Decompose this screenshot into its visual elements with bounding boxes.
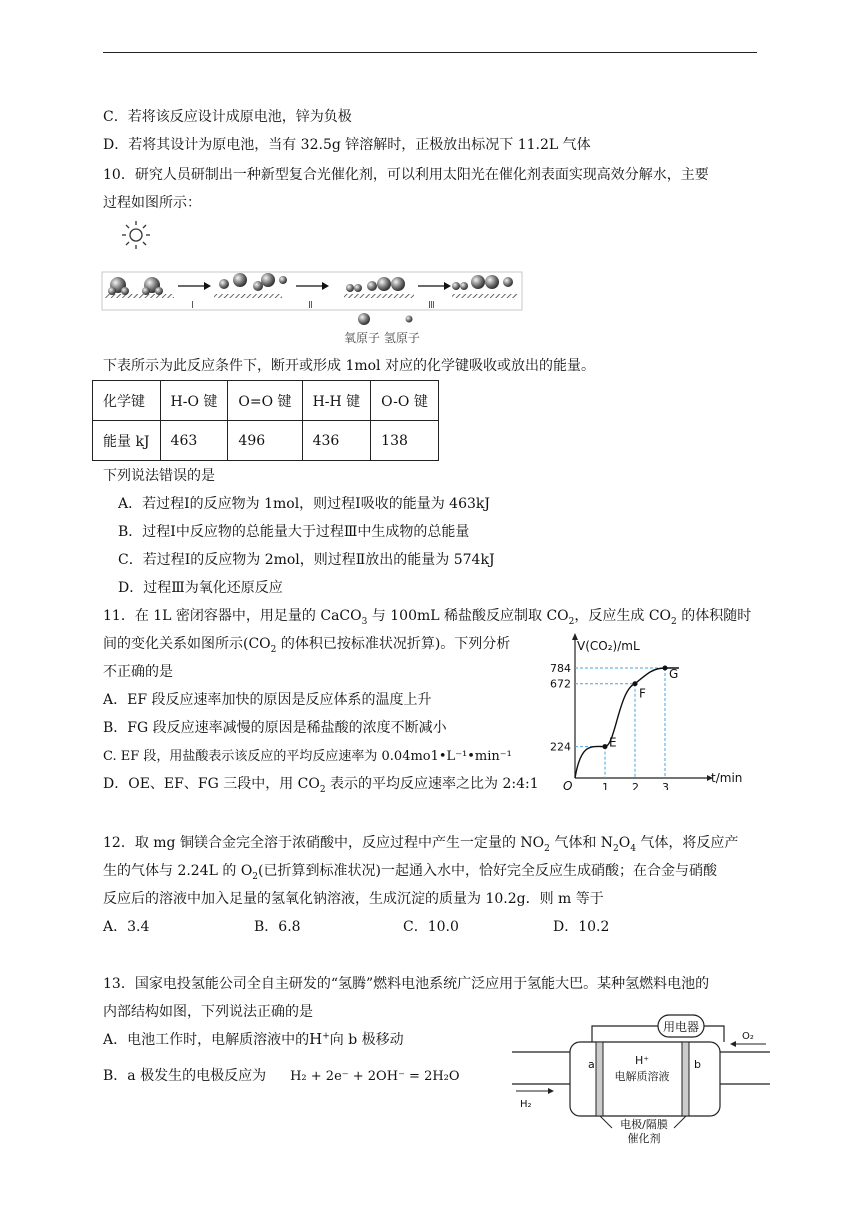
svg-text:催化剂: 催化剂 (627, 1132, 661, 1145)
point-label: F (639, 686, 646, 701)
table-cell: H-O 键 (160, 381, 228, 421)
data-point (633, 681, 638, 686)
water-splitting-diagram (100, 218, 530, 348)
q10-table-intro: 下表所示为此反应条件下，断开或形成 1mol 对应的化学键吸收或放出的能量。 (103, 358, 595, 374)
q10-option-c: C．若过程Ⅰ的反应物为 2mol，则过程Ⅱ放出的能量为 574kJ (118, 552, 495, 568)
svg-text:H⁺: H⁺ (634, 1054, 650, 1067)
q11-stem-line2: 间的变化关系如图所示($CO_2$ 的体积已按标准状况折算)。下列分析 (103, 636, 511, 655)
table-cell: 463 (160, 421, 228, 461)
bond-energy-table (92, 380, 439, 461)
table-cell: 496 (228, 421, 302, 461)
q13-line1: 13．国家电投氢能公司全自主研发的“氢腾”燃料电池系统广泛应用于氢能大巴。某种氢燃料电池的 (103, 976, 710, 992)
q11-stem-line3: 不正确的是 (103, 664, 173, 680)
header-rule (103, 52, 757, 53)
q13-line2: 内部结构如图，下列说法正确的是 (103, 1004, 313, 1020)
q10-stem-line1: 10．研究人员研制出一种新型复合光催化剂，可以利用太阳光在催化剂表面实现高效分解水，主要 (103, 167, 709, 183)
point-label: G (669, 667, 679, 681)
q11-option-b: B．FG 段反应速率减慢的原因是稀盐酸的浓度不断减小 (103, 720, 447, 736)
origin-label: O (563, 779, 573, 790)
table-cell: 436 (302, 421, 371, 461)
svg-text:用电器: 用电器 (662, 1020, 700, 1034)
svg-text:O₂: O₂ (742, 1031, 754, 1042)
svg-text:b: b (694, 1058, 701, 1071)
x-tick-label: 3 (662, 781, 669, 790)
data-point (603, 744, 608, 749)
co2-volume-chart (540, 630, 750, 790)
q9-option-c: C．若将该反应设计成原电池，锌为负极 (103, 109, 352, 125)
y-tick-label: 224 (550, 740, 571, 754)
y-axis-label: V(CO₂)/mL (577, 639, 640, 653)
q10-option-b: B．过程Ⅰ中反应物的总能量大于过程Ⅲ中生成物的总能量 (118, 524, 470, 540)
table-header-row (93, 381, 439, 421)
q10-prompt: 下列说法错误的是 (103, 468, 215, 484)
q12-line2: 生的气体与 2.24L 的 $O_2$(已折算到标准状况)一起通入水中，恰好完全反应生成硝酸；在合金与硝酸 (103, 863, 717, 882)
fuel-cell-diagram (508, 1008, 773, 1146)
table-cell: O-O 键 (371, 381, 439, 421)
data-curve (575, 668, 679, 778)
x-tick-label: 2 (632, 781, 639, 790)
q12-option-a: A．3.4 (103, 919, 150, 935)
y-tick-label: 672 (550, 677, 571, 691)
q10-option-a: A．若过程Ⅰ的反应物为 1mol，则过程Ⅰ吸收的能量为 463kJ (118, 496, 490, 512)
q9-option-d: D．若将其设计为原电池，当有 32.5g 锌溶解时，正极放出标况下 11.2L 气体 (103, 137, 591, 153)
q12-option-b: B．6.8 (254, 919, 301, 935)
q11-option-d: D．OE、EF、FG 三段中，用 $CO_2$ 表示的平均反应速率之比为 2:4:1 (103, 776, 539, 795)
svg-text:a: a (588, 1058, 595, 1071)
x-axis-label: t/min (711, 771, 743, 785)
table-cell: 能量 kJ (93, 421, 161, 461)
table-cell: 化学键 (93, 381, 161, 421)
table-cell: H-H 键 (302, 381, 371, 421)
x-tick-label: 1 (602, 781, 609, 790)
q12-option-c: C．10.0 (403, 919, 459, 935)
sun-icon (122, 221, 150, 249)
q12-line3: 反应后的溶液中加入足量的氢氧化钠溶液，生成沉淀的质量为 10.2g．则 m 等于 (103, 891, 604, 907)
svg-text:Ⅱ: Ⅱ (308, 300, 313, 311)
q12-option-d: D．10.2 (553, 919, 610, 935)
q11-option-a: A．EF 段反应速率加快的原因是反应体系的温度上升 (103, 692, 432, 708)
svg-text:H₂: H₂ (520, 1099, 532, 1110)
q11-option-c: C. EF 段，用盐酸表示该反应的平均反应速率为 0.04mo1•L⁻¹•min⁻¹ (103, 749, 512, 764)
q10-stem-line2: 过程如图所示： (103, 195, 201, 211)
q10-option-d: D．过程Ⅲ为氧化还原反应 (118, 580, 283, 596)
table-cell: O=O 键 (228, 381, 302, 421)
q13-option-b: B．a 极发生的电极反应为 H₂ + 2e⁻ + 2OH⁻ = 2H₂O (103, 1068, 460, 1084)
data-point (663, 666, 668, 671)
q13-option-a: A．电池工作时，电解质溶液中的H+向 b 极移动 (103, 1030, 404, 1048)
svg-text:电解质溶液: 电解质溶液 (614, 1070, 670, 1083)
table-row (93, 421, 439, 461)
table-cell: 138 (371, 421, 439, 461)
q11-stem-line1: 11．在 1L 密闭容器中，用足量的 CaCO$_3$ 与 100mL 稀盐酸反应制取 $CO_2$，反应生成 $CO_2$ 的体积随时 (103, 608, 752, 627)
point-label: E (609, 735, 617, 750)
legend-label: 氧原子 氢原子 (344, 331, 420, 345)
q12-line1: 12．取 mg 铜镁合金完全溶于浓硝酸中，反应过程中产生一定量的 $NO_2$ 气体和 $N_2O_4$ 气体，将反应产 (103, 835, 739, 854)
svg-text:电极/隔膜: 电极/隔膜 (620, 1118, 668, 1131)
svg-text:Ⅰ: Ⅰ (191, 300, 194, 311)
y-tick-label: 784 (550, 662, 571, 675)
svg-text:Ⅲ: Ⅲ (428, 300, 435, 311)
